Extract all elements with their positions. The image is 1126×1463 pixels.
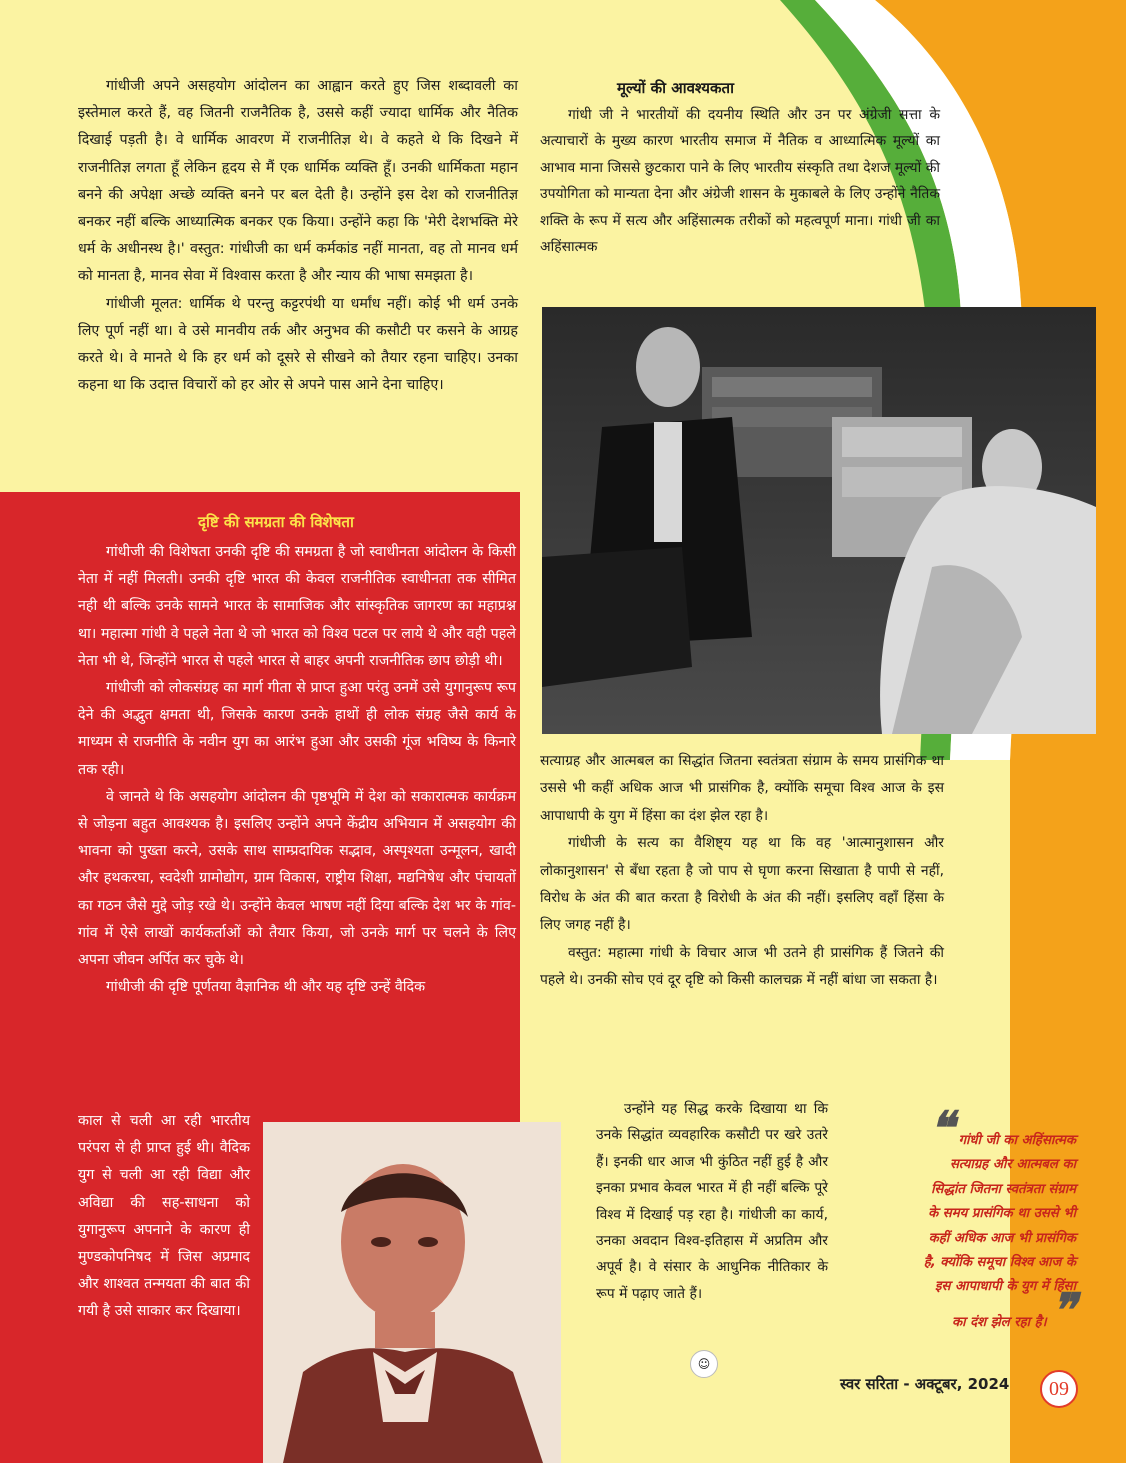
left-column-text: [78, 73, 518, 399]
paragraph: गांधीजी मूलत: धार्मिक थे परन्तु कट्टरपंथी या धर्मांध नहीं। कोई भी धर्म उनके लिए पूर्ण नहीं था। वे उसे मानवीय तर्क और अनुभव की कसौटी पर कसने के आग्रह करते थे। वे मानते थे कि हर धर्म को दूसरे से सीखने को तैयार रहना चाहिए। उनका कहना था कि उदात्त विचारों को हर ओर से अपने पास आने देना चाहिए।: [78, 295, 518, 394]
page-number: 09: [1040, 1370, 1078, 1408]
right-top-text: [540, 102, 940, 260]
paragraph: वे जानते थे कि असहयोग आंदोलन की पृष्ठभूमि में देश को सकारात्मक कार्यक्रम से जोड़ना बहुत आवश्यक है। इसलिए उन्होंने अपने केंद्रीय अभियान में असहयोग की भावना को पुख्ता करने, उसके साथ साम्प्रदायिक सद्भाव, अस्पृश्यता उन्मूलन, खादी और हथकरघा, स्वदेशी ग्रामोद्योग, ग्राम विकास, राष्ट्रीय शिक्षा, मद्यनिषेध और पंचायतों का गठन जैसे मुद्दे जोड़ रखे थे। उन्होंने केवल भाषण नहीं दिया बल्कि देश भर के गांव-गांव में ऐसे लाखों कार्यकर्ताओं को तैयार किया, जो उनके मार्ग पर चलने के लिए अपना जीवन अर्पित कर चुके थे।: [78, 788, 516, 969]
decorative-seal-icon: ☺: [690, 1350, 718, 1378]
close-quote-icon: ❞: [1051, 1282, 1076, 1337]
paragraph: उन्होंने यह सिद्ध करके दिखाया था कि उनके सिद्धांत व्यवहारिक कसौटी पर खरे उतरे हैं। इनकी धार आज भी कुंठित नहीं हुई है और इनका प्रभाव केवल भारत में ही नहीं बल्कि पूरे विश्व में दिखाई पड़ रहा है। गांधीजी का कार्य, उनका अवदान विश्व-इतिहास में अप्रतिम और अपूर्व है। वे संसार के आधुनिक नीतिकार के रूप में पढ़ाए जाते हैं।: [596, 1101, 828, 1302]
magazine-footer: स्वर सरिता - अक्टूबर, 2024: [840, 1375, 1010, 1393]
photo-two-men: [542, 307, 1096, 734]
paragraph: वस्तुत: महात्मा गांधी के विचार आज भी उतने ही प्रासंगिक हैं जितने की पहले थे। उनकी सोच एवं दूर दृष्टि को किसी कालचक्र में नहीं बांधा जा सकता है।: [540, 944, 944, 989]
red-wrap-text: [78, 1108, 250, 1326]
pull-quote: [918, 1101, 1076, 1337]
right-narrow-text: [596, 1096, 828, 1307]
paragraph: गांधी जी ने भारतीयों की दयनीय स्थिति और उन पर अंग्रेजी सत्ता के अत्याचारों के मुख्य कारण भारतीय समाज में नैतिक व आध्यात्मिक मूल्यों का आभाव माना जिससे छुटकारा पाने के लिए भारतीय संस्कृति तथा देशज मूल्यों की उपयोगिता को मान्यता देना और अंग्रेजी शासन के मुकाबले के लिए उन्होंने नैतिक शक्ति के रूप में सत्य और अहिंसात्मक तरीकों को महत्वपूर्ण माना। गांधी जी का अहिंसात्मक: [540, 107, 940, 256]
section-heading-vision: दृष्टि की समग्रता की विशेषता: [198, 513, 354, 531]
open-quote-icon: ❝: [929, 1101, 954, 1155]
right-middle-text: [540, 748, 944, 995]
paragraph: गांधीजी की दृष्टि पूर्णतया वैज्ञानिक थी और यह दृष्टि उन्हें वैदिक: [106, 979, 426, 996]
paragraph: गांधीजी अपने असहयोग आंदोलन का आह्वान करते हुए जिस शब्दावली का इस्तेमाल करते हैं, वह जितनी राजनैतिक है, उससे कहीं ज्यादा धार्मिक और नैतिक दिखाई पड़ती है। वे धार्मिक आवरण में राजनीतिज्ञ थे। वे कहते थे कि दिखने में राजनीतिज्ञ लगता हूँ लेकिन हृदय से मैं एक धार्मिक व्यक्ति हूँ। उनकी धार्मिकता महान बनने की अपेक्षा अच्छे व्यक्ति बनने पर बल देती है। उन्होंने इस देश को राजनीतिज्ञ बनकर नहीं बल्कि आध्यात्मिक बनकर एक किया। उन्होंने कहा कि 'मेरी देशभक्ति मेरे धर्म के अधीनस्थ है।' वस्तुत: गांधीजी का धर्म कर्मकांड नहीं मानता, वह तो मानव धर्म को मानता है, मानव सेवा में विश्वास करता है और न्याय की भाषा समझता है।: [78, 78, 518, 285]
paragraph: गांधीजी के सत्य का वैशिष्ट्य यह था कि वह 'आत्मानुशासन और लोकानुशासन' से बँधा रहता है जो पाप से घृणा करना सिखाता है पापी से नहीं, विरोध के अंत की बात करता है विरोधी के अंत की नहीं। इसलिए वहाँ हिंसा के लिए जगह नहीं है।: [540, 835, 944, 934]
red-section-text: [78, 539, 516, 1001]
paragraph: गांधीजी को लोकसंग्रह का मार्ग गीता से प्राप्त हुआ परंतु उनमें उसे युगानुरूप रूप देने की अद्भुत क्षमता थी, जिसके कारण उनके हाथों ही लोक संग्रह जैसे कार्य के माध्यम से राजनीति के नवीन युग का आरंभ हुआ और उसकी गूंज भविष्य के किनारे तक रही।: [78, 680, 516, 778]
photo-young-gandhi: [263, 1122, 561, 1463]
portrait-graphic: [263, 1122, 561, 1463]
paragraph: काल से चली आ रही भारतीय परंपरा से ही प्राप्त हुई थी। वैदिक युग से चली आ रही विद्या और अविद्या की सह-साधना को युगानुरूप अपनाने के कारण ही मुण्डकोपनिषद में जिस अप्रमाद और शाश्वत तन्मयता की बात की गयी है उसे साकार कर दिखाया।: [78, 1113, 250, 1320]
section-heading-values: मूल्यों की आवश्यकता: [617, 79, 734, 97]
photo-graphic: [542, 307, 1096, 734]
paragraph: सत्याग्रह और आत्मबल का सिद्धांत जितना स्वतंत्रता संग्राम के समय प्रासंगिक था उससे भी कहीं अधिक आज भी प्रासंगिक है, क्योंकि समूचा विश्व आज के इस आपाधापी के युग में हिंसा का दंश झेल रहा है।: [540, 753, 944, 824]
pull-quote-text: गांधी जी का अहिंसात्मक सत्याग्रह और आत्मबल का सिद्धांत जितना स्वतंत्रता संग्राम के समय प्रासंगिक था उससे भी कहीं अधिक आज भी प्रासंगिक है, क्योंकि समूचा विश्व आज के इस आपाधापी के युग में हिंसा का दंश झेल रहा है।: [923, 1133, 1076, 1330]
paragraph: गांधीजी की विशेषता उनकी दृष्टि की समग्रता है जो स्वाधीनता आंदोलन के किसी नेता में नहीं मिलती। उनकी दृष्टि भारत की केवल राजनीतिक स्वाधीनता तक सीमित नही थी बल्कि उनके सामने भारत के सामाजिक और सांस्कृतिक जागरण का महाप्रश्न था। महात्मा गांधी वे पहले नेता थे जो भारत को विश्व पटल पर लाये थे और वही पहले नेता भी थे, जिन्होंने भारत से पहले भारत से बाहर अपनी राजनीतिक छाप छोड़ी थी।: [78, 544, 516, 669]
